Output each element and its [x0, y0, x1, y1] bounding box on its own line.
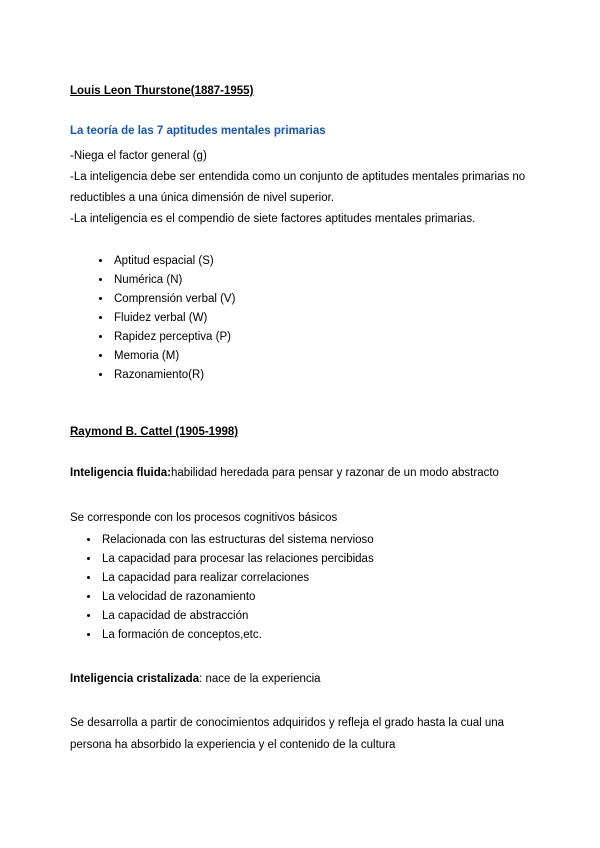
inteligencia-fluida-line — [70, 463, 530, 484]
fluida-characteristic-item: • La capacidad para realizar correlaciones — [100, 569, 530, 588]
paragraph: -La inteligencia es el compendio de siete factores aptitudes mentales primarias. — [70, 213, 476, 225]
fluida-characteristic-item: • La capacidad de abstracción — [100, 607, 530, 626]
thurstone-points — [70, 146, 530, 230]
section-title-teoria-aptitudes: La teoría de las 7 aptitudes mentales primarias — [70, 125, 326, 137]
inteligencia-fluida-text: habilidad heredada para pensar y razonar de un modo abstracto — [170, 467, 499, 479]
aptitude-item: • Numérica (N) — [112, 271, 530, 290]
heading-raymond-cattel: Raymond B. Cattel (1905-1998) — [70, 426, 239, 438]
aptitude-item: • Comprensión verbal (V) — [112, 290, 530, 309]
cristalizada-description-paragraph: Se desarrolla a partir de conocimientos adquiridos y refleja el grado hasta la cual una persona ha absorbido la experiencia y el contenido de la cultura — [70, 717, 505, 751]
aptitude-item: • Memoria (M) — [112, 347, 530, 366]
heading-louis-leon-thurstone: Louis Leon Thurstone(1887-1955) — [70, 85, 254, 97]
aptitude-item: • Aptitud espacial (S) — [112, 252, 530, 271]
inteligencia-fluida-label: Inteligencia fluida: — [70, 467, 171, 479]
fluida-characteristic-item: • La velocidad de razonamiento — [100, 588, 530, 607]
aptitude-item: • Fluidez verbal (W) — [112, 309, 530, 328]
inteligencia-cristalizada-line — [70, 669, 530, 690]
paragraph: -Niega el factor general (g) — [70, 150, 207, 162]
inteligencia-cristalizada-text: : nace de la experiencia — [199, 673, 321, 685]
aptitude-item: • Razonamiento(R) — [112, 366, 530, 385]
fluida-characteristic-item: • Relacionada con las estructuras del sistema nervioso — [100, 531, 530, 550]
aptitudes-list — [70, 252, 530, 385]
fluida-characteristic-item: • La capacidad para procesar las relaciones percibidas — [100, 550, 530, 569]
aptitude-item: • Rapidez perceptiva (P) — [112, 328, 530, 347]
inteligencia-cristalizada-label: Inteligencia cristalizada — [70, 673, 200, 685]
fluida-characteristic-item: • La formación de conceptos,etc. — [100, 626, 530, 645]
fluida-characteristics-list — [70, 531, 530, 645]
fluida-intro-paragraph: Se corresponde con los procesos cognitivos básicos — [70, 512, 338, 524]
paragraph: -La inteligencia debe ser entendida como un conjunto de aptitudes mentales primarias no reductibles a una única dimensión de nivel superior. — [70, 171, 526, 204]
